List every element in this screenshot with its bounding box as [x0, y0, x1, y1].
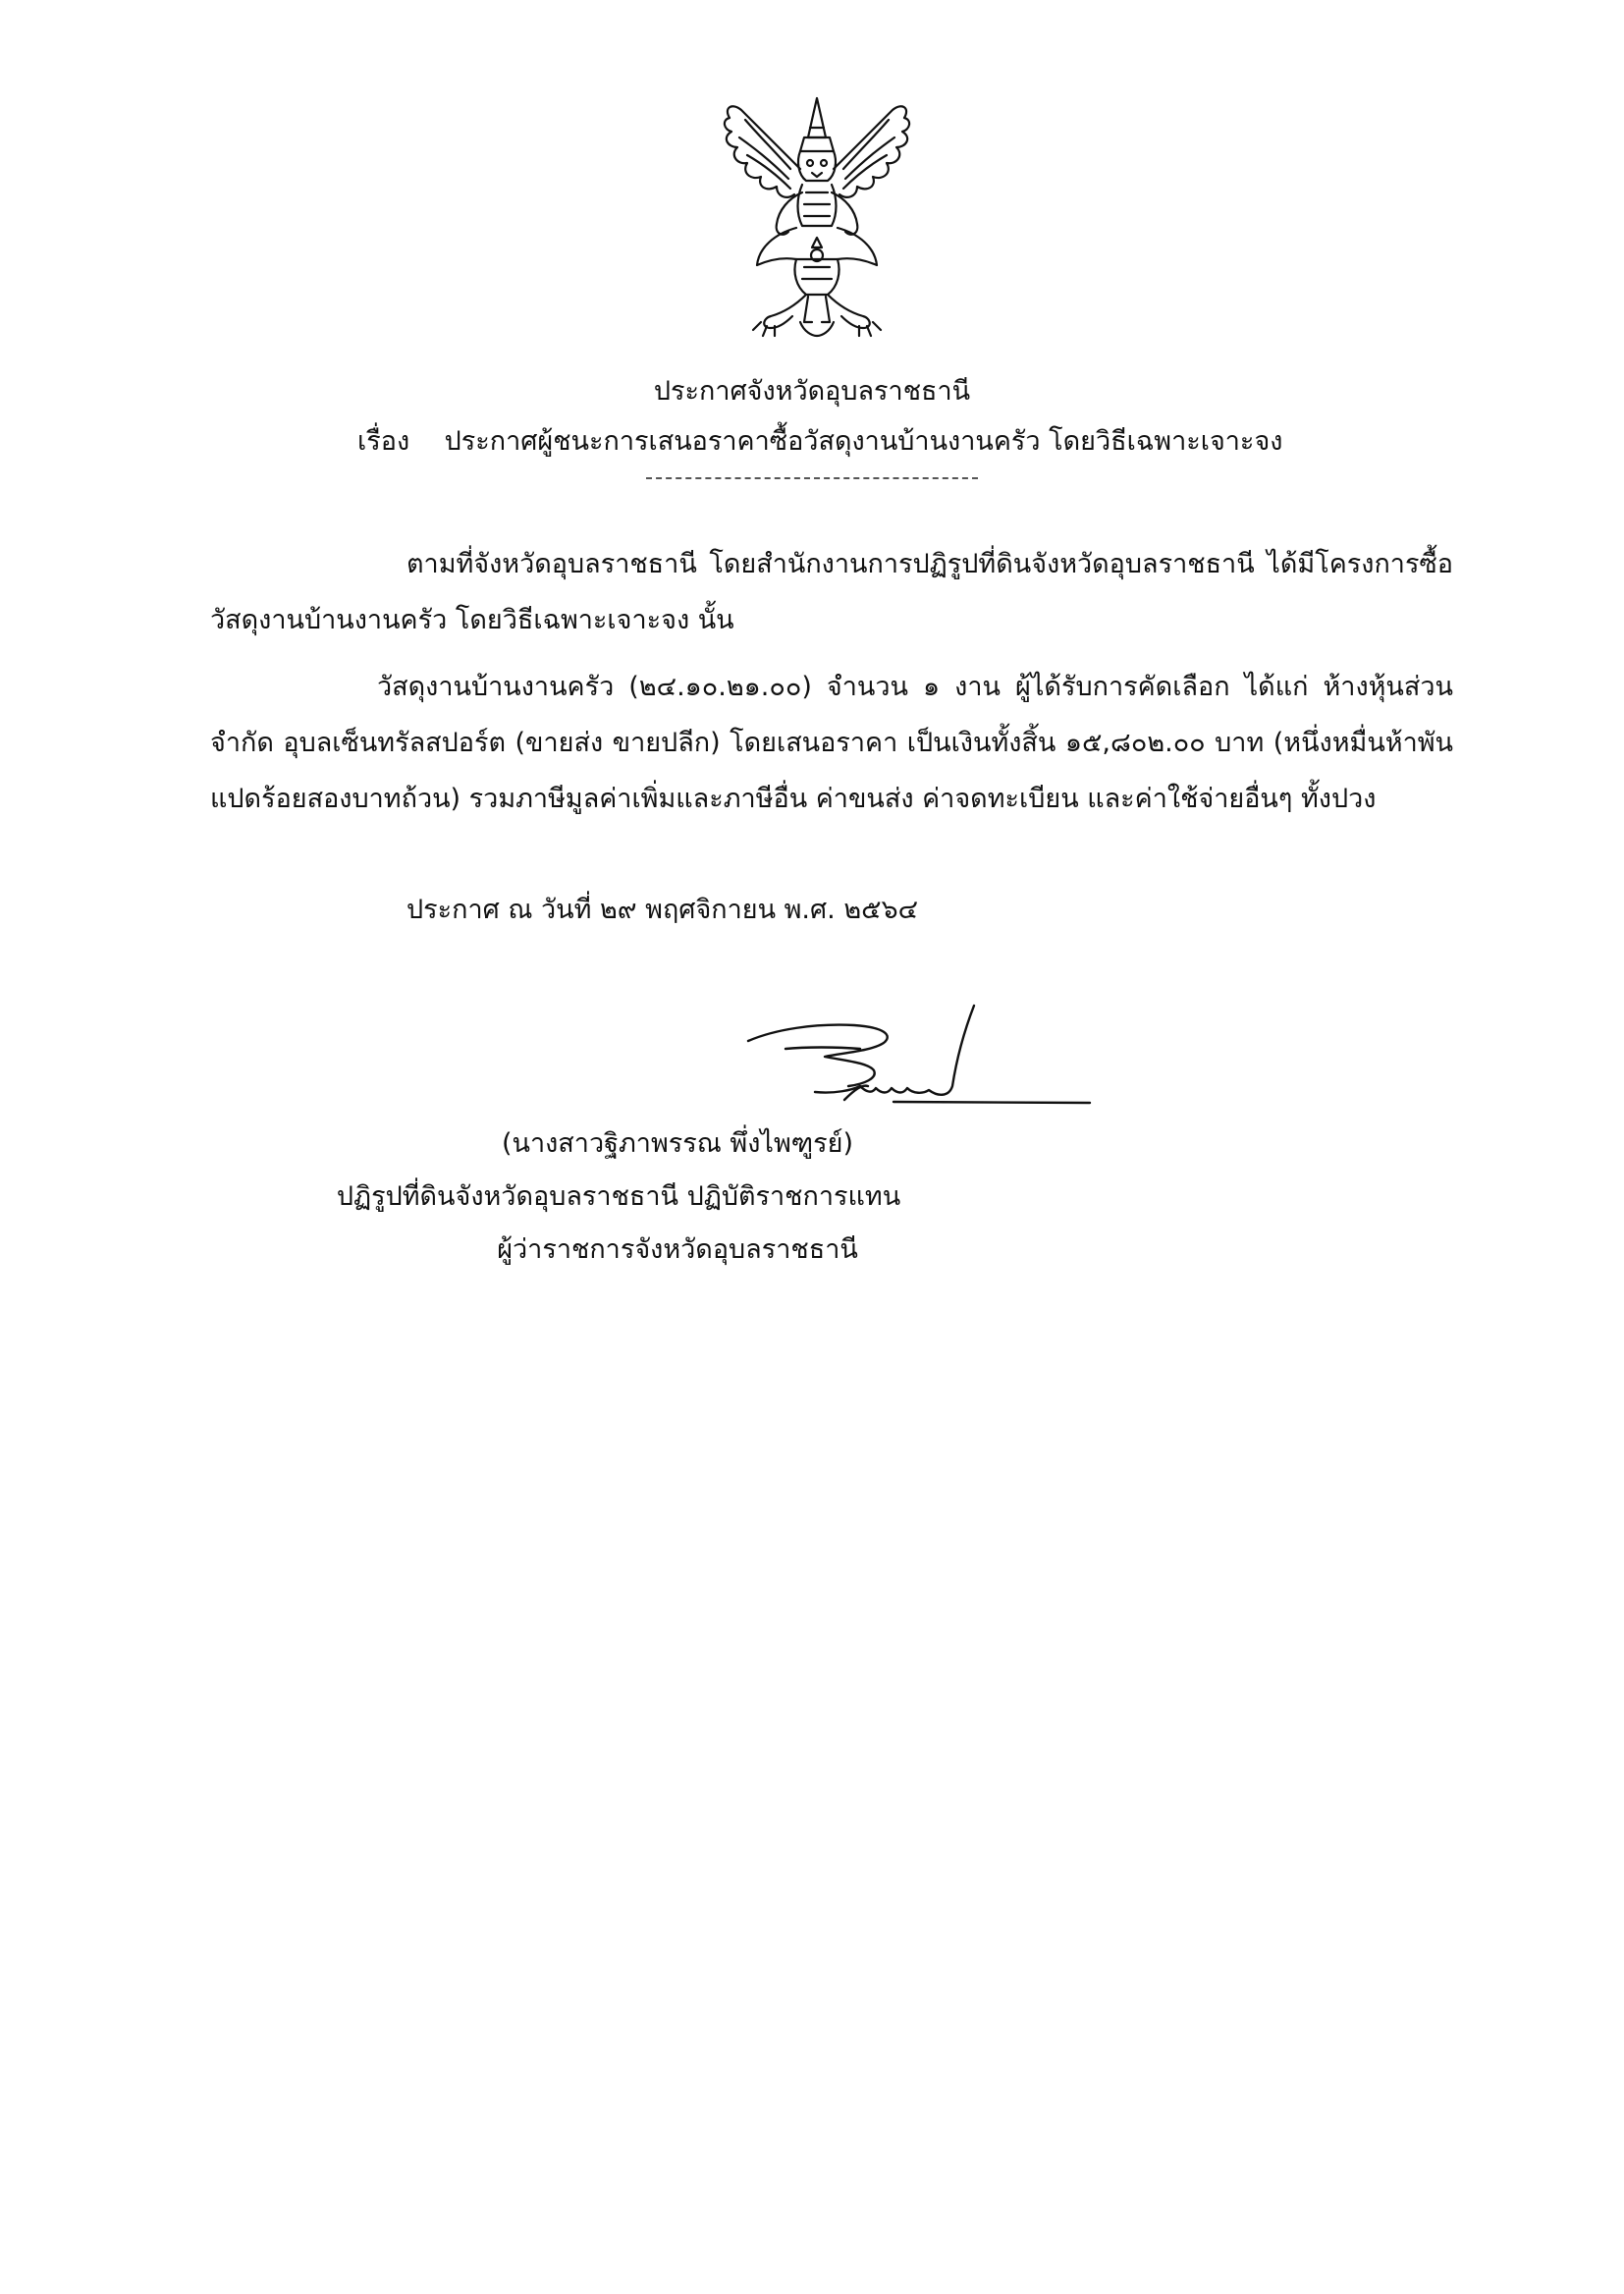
- announcement-date: ประกาศ ณ วันที่ ๒๙ พฤศจิกายน พ.ศ. ๒๕๖๔: [406, 895, 919, 925]
- signer-position-2: ผู้ว่าราชการจังหวัดอุบลราชธานี: [497, 1234, 858, 1265]
- signer-position-1: ปฏิรูปที่ดินจังหวัดอุบลราชธานี ปฏิบัติราชการแทน: [336, 1181, 901, 1212]
- body-paragraph-2: วัสดุงานบ้านงานครัว (๒๔.๑๐.๒๑.๐๐) จำนวน ๑ งาน ผู้ได้รับการคัดเลือก ได้แก่ ห้างหุ้นส่วนจำกัด อุบลเซ็นทรัลสปอร์ต (ขายส่ง ขายปลีก) โดยเสนอราคา เป็นเงินทั้งสิ้น ๑๕,๘๐๒.๐๐ บาท (หนึ่งหมื่นห้าพันแปดร้อยสองบาทถ้วน) รวมภาษีมูลค่าเพิ่มและภาษีอื่น ค่าขนส่ง ค่าจดทะเบียน และค่าใช้จ่ายอื่นๆ ทั้งปวง: [210, 672, 1453, 814]
- announcement-title: ประกาศจังหวัดอุบลราชธานี: [653, 376, 971, 407]
- garuda-emblem-icon: [702, 90, 933, 346]
- announcement-subject: [357, 425, 1282, 459]
- subject-label: เรื่อง: [357, 426, 410, 457]
- title-divider: [646, 477, 978, 479]
- handwritten-signature: [746, 992, 1100, 1124]
- subject-text: ประกาศผู้ชนะการเสนอราคาซื้อวัสดุงานบ้านงานครัว โดยวิธีเฉพาะเจาะจง: [444, 426, 1283, 457]
- body-paragraph-1: ตามที่จังหวัดอุบลราชธานี โดยสำนักงานการปฏิรูปที่ดินจังหวัดอุบลราชธานี ได้มีโครงการซื้อวัสดุงานบ้านงานครัว โดยวิธีเฉพาะเจาะจง นั้น: [210, 549, 1453, 635]
- signer-name: (นางสาวฐิภาพรรณ พึ่งไพฑูรย์): [501, 1128, 854, 1159]
